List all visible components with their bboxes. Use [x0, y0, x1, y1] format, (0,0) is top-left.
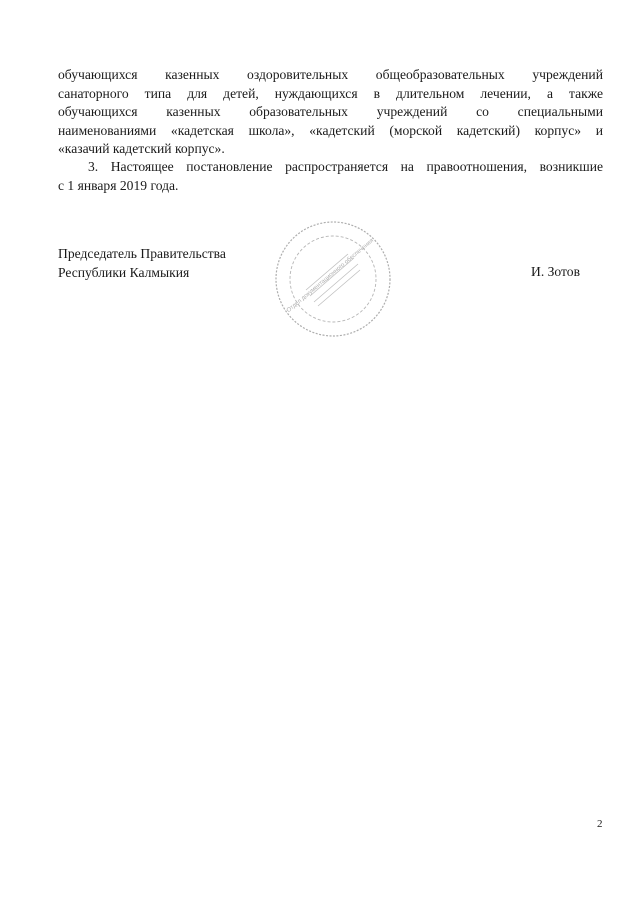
- signer-title-line: Председатель Правительства: [58, 246, 226, 261]
- text-line: обучающихся казенных оздоровительных общеобразовательных учреждений: [58, 67, 603, 82]
- text-line: обучающихся казенных образовательных учреждений со специальными: [58, 104, 603, 120]
- signer-title-line: Республики Калмыкия: [58, 264, 190, 280]
- signer-title: [58, 245, 226, 282]
- signer-name: И. Зотов: [531, 264, 581, 279]
- paragraph-effective-date: [58, 158, 603, 195]
- text-line: наименованиями «кадетская школа», «кадетский (морской кадетский) корпус» и: [58, 122, 603, 138]
- text-line: с 1 января 2019 года.: [58, 177, 179, 193]
- official-seal-stamp: [272, 218, 394, 340]
- text-line: «казачий кадетский корпус».: [58, 141, 225, 157]
- paragraph-continuation: [58, 66, 603, 159]
- text-line: 3. Настоящее постановление распространяется на правоотношения, возникшие: [88, 159, 603, 174]
- page-number: 2: [597, 818, 603, 830]
- text-line: санаторного типа для детей, нуждающихся в длительном лечении, а также: [58, 85, 603, 101]
- seal-text: Отдел документационного обеспечения: [285, 237, 375, 314]
- seal-inner-text: [286, 238, 375, 314]
